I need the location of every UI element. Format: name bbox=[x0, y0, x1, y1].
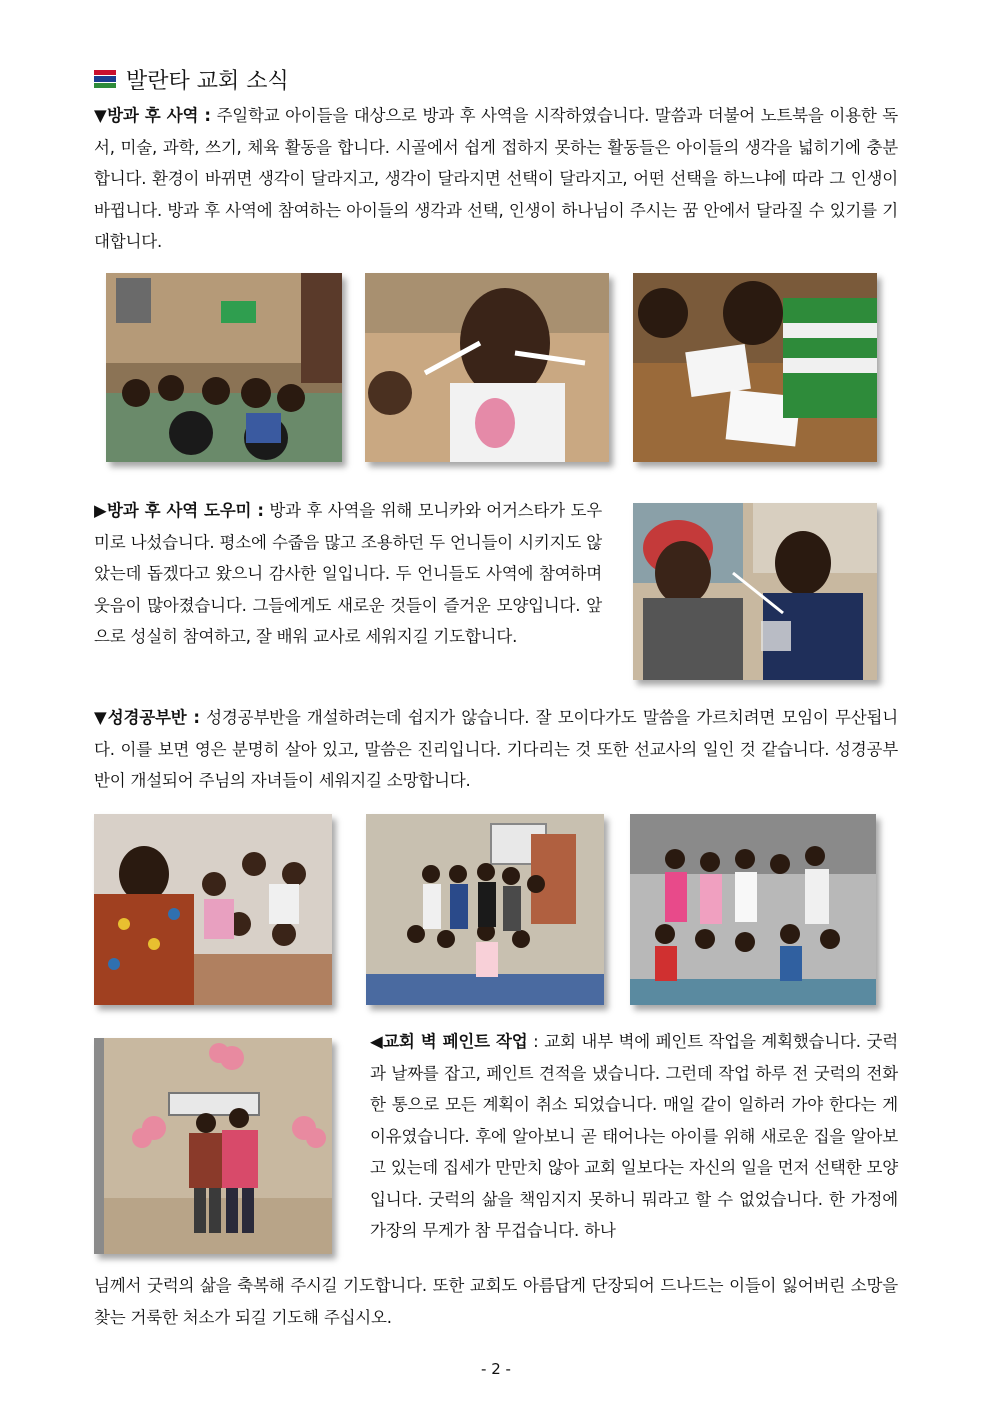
paragraph-paint-work bbox=[370, 1026, 898, 1247]
photo-group-standing bbox=[366, 814, 604, 1005]
paragraph-text: 주일학교 아이들을 대상으로 방과 후 사역을 시작하였습니다. 말씀과 더불어 노트북을 이용한 독서, 미술, 과학, 쓰기, 체육 활동을 합니다. 시골에서 쉽게 접하지 못하는 활동들은 아이들의 생각을 넓히기에 충분합니다. 환경이 바뀌면 생각이 달라지고, 생각이 달라지면 선택이 달라지고, 어떤 선택을 하느냐에 따라 그 인생이 바뀝니다. 방과 후 사역에 참여하는 아이들의 생각과 선택, 인생이 하나님이 주시는 꿈 안에서 달라질 수 있기를 기대합니다. bbox=[94, 106, 898, 251]
paragraph-text: 님께서 굿럭의 삶을 축복해 주시길 기도합니다. 또한 교회도 아름답게 단장되어 드나드는 이들이 잃어버린 소망을 찾는 거룩한 처소가 되길 기도해 주십시오. bbox=[94, 1276, 898, 1327]
photo-two-girls bbox=[633, 503, 877, 680]
photo-group-seated bbox=[94, 814, 332, 1005]
paragraph-lead: ◀교회 벽 페인트 작업 bbox=[370, 1032, 528, 1051]
photo-girl-straws bbox=[365, 273, 609, 462]
paragraph-lead: ▼방과 후 사역 : bbox=[94, 106, 211, 125]
paragraph-lead: ▶방과 후 사역 도우미 : bbox=[94, 501, 264, 520]
paragraph-text: 방과 후 사역을 위해 모니카와 어거스타가 도우미로 나섰습니다. 평소에 수줍음 많고 조용하던 두 언니들이 시키지도 않았는데 돕겠다고 왔으니 감사한 일입니다. 두 언니들도 사역에 참여하며 웃음이 많아졌습니다. 그들에게도 새로운 것들이 즐거운 모양입니다. 앞으로 성실히 참여하고, 잘 배워 교사로 세워지길 기도합니다. bbox=[94, 501, 603, 646]
paragraph-text: 성경공부반을 개설하려는데 쉽지가 않습니다. 잘 모이다가도 말씀을 가르치려면 모임이 무산됩니다. 이를 보면 영은 분명히 살아 있고, 말씀은 진리입니다. 기다리는 것 또한 선교사의 일인 것 같습니다. 성경공부반이 개설되어 주님의 자녀들이 세워지길 소망합니다. bbox=[94, 708, 898, 790]
paragraph-paint-work-continued bbox=[94, 1270, 898, 1333]
paragraph-text: : 교회 내부 벽에 페인트 작업을 계획했습니다. 굿럭과 날짜를 잡고, 페인트 견적을 냈습니다. 그런데 작업 하루 전 굿럭의 전화 한 통으로 모든 계획이 취소 되었습니다. 매일 같이 일하러 가야 한다는 게 이유였습니다. 후에 알아보니 곧 태어나는 아이를 위해 새로운 집을 알아보고 있는데 집세가 만만치 않아 교회 일보다는 자신의 일을 먼저 선택한 모양입니다. 굿럭의 삶을 책임지지 못하니 뭐라고 할 수 없었습니다. 한 가정에 가장의 무게가 참 무겁습니다. 하나 bbox=[370, 1032, 898, 1240]
paragraph-lead: ▼성경공부반 : bbox=[94, 708, 200, 727]
paragraph-helpers bbox=[94, 495, 602, 653]
gambia-flag-icon bbox=[94, 70, 116, 88]
section-title: 발란타 교회 소식 bbox=[126, 69, 289, 94]
paragraph-bible-study bbox=[94, 702, 898, 797]
photo-classroom bbox=[106, 273, 342, 462]
photo-group-children bbox=[630, 814, 876, 1005]
paragraph-after-school bbox=[94, 100, 898, 258]
photo-boy-drawing bbox=[633, 273, 877, 462]
page-number: - 2 - bbox=[481, 1360, 511, 1378]
photo-church-wall bbox=[94, 1038, 332, 1254]
